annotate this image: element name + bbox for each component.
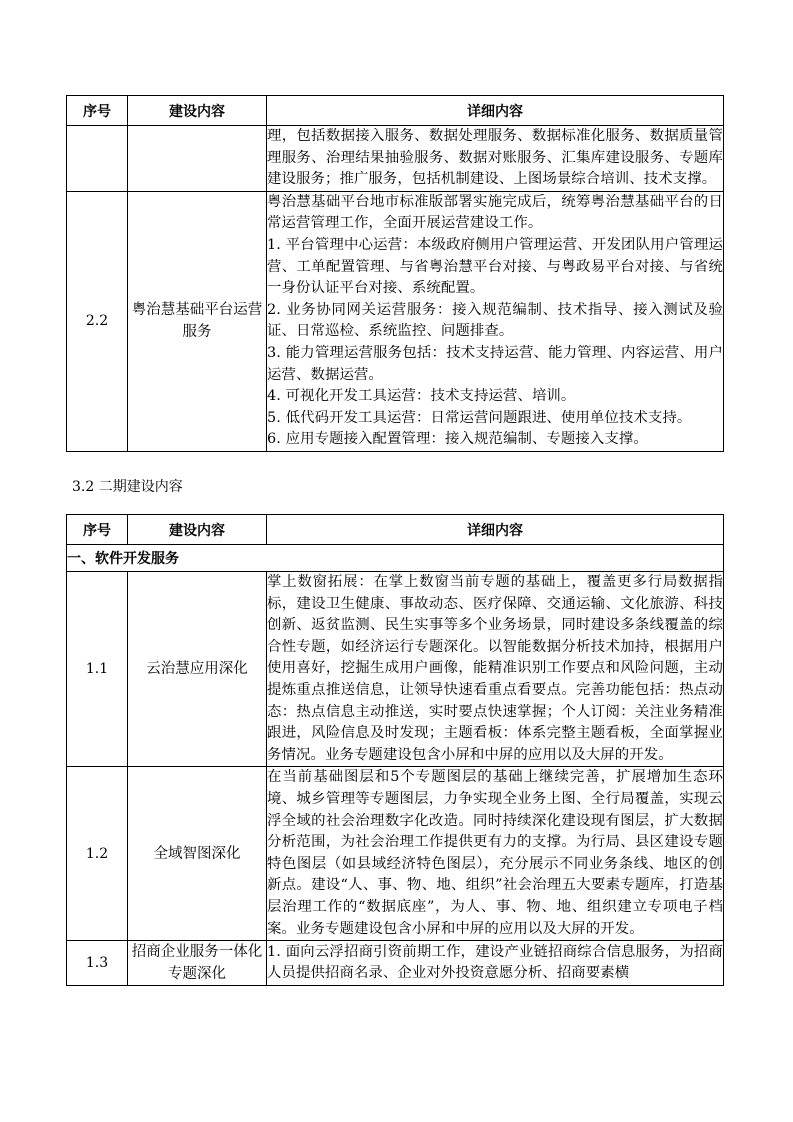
row-name [128,126,267,192]
table-row [67,767,724,941]
row-detail [267,767,724,941]
table-phase1-continued [66,95,724,452]
detail-paragraph: 4. 可视化开发工具运营：技术支持运营、培训。 [267,388,576,405]
header-detail: 详细内容 [267,515,724,545]
row-num: 1.3 [67,941,128,986]
detail-paragraph: 5. 低代码开发工具运营：日常运营问题跟进、使用单位技术支持。 [267,409,692,426]
header-content: 建设内容 [128,96,267,126]
header-num: 序号 [67,96,128,126]
row-num [67,126,128,192]
row-name: 招商企业服务一体化专题深化 [128,941,267,986]
table-header-row [67,96,724,126]
row-name: 粤治慧基础平台运营服务 [128,191,267,451]
detail-paragraph: 1. 平台管理中心运营：本级政府侧用户管理运营、开发团队用户管理运营、工单配置管理、与省粤治慧平台对接、与粤政易平台对接、与省统一身份认证平台对接、系统配置。 [267,236,723,297]
row-num: 1.1 [67,572,128,767]
detail-paragraph: 理，包括数据接入服务、数据处理服务、数据标准化服务、数据质量管理服务、治理结果抽验服务、数据对账服务、汇集库建设服务、专题库建设服务；推广服务，包括机制建设、上图场景综合培训、技术支撑。 [267,128,723,188]
row-num: 2.2 [67,191,128,451]
row-detail [267,191,724,451]
row-name: 全域智图深化 [128,767,267,941]
header-num: 序号 [67,515,128,545]
row-detail [267,941,724,986]
detail-paragraph: 粤治慧基础平台地市标准版部署实施完成后，统筹粤治慧基础平台的日常运营管理工作，全面开展运营建设工作。 [267,193,723,232]
row-detail [267,126,724,192]
table-phase2 [66,514,724,986]
row-detail [267,572,724,767]
header-content: 建设内容 [128,515,267,545]
table-row [67,572,724,767]
row-num: 1.2 [67,767,128,941]
table-row [67,126,724,192]
detail-paragraph: 2. 业务协同网关运营服务：接入规范编制、技术指导、接入测试及验证、日常巡检、系统监控、问题排查。 [267,301,723,340]
table-row [67,941,724,986]
detail-paragraph: 6. 应用专题接入配置管理：接入规范编制、专题接入支撑。 [267,431,648,448]
table-row [67,191,724,451]
row-name: 云治慧应用深化 [128,572,267,767]
detail-paragraph: 在当前基础图层和5个专题图层的基础上继续完善，扩展增加生态环境、城乡管理等专题图层，力争实现全业务上图、全行局覆盖，实现云浮全域的社会治理数字化改造。同时持续深化建设现有图层，扩大数据分析范围，为社会治理工作提供更有力的支撑。为行局、县区建设专题特色图层（如县域经济特色图层），充分展示不同业务条线、地区的创新点。建设“人、事、物、地、组织”社会治理五大要素专题库，打造基层治理工作的“数据底座”，为人、事、物、地、组织建立专项电子档案。业务专题建设包含小屏和中屏的应用以及大屏的开发。 [267,769,723,937]
table-header-row [67,515,724,545]
section-row [67,545,724,572]
section-heading: 3.2 二期建设内容 [72,479,183,495]
detail-paragraph: 3. 能力管理运营服务包括：技术支持运营、能力管理、内容运营、用户运营、数据运营。 [267,344,723,383]
section-title: 一、软件开发服务 [67,545,724,572]
detail-paragraph: 1. 面向云浮招商引资前期工作，建设产业链招商综合信息服务，为招商人员提供招商名录、企业对外投资意愿分析、招商要素横 [267,943,723,982]
header-detail: 详细内容 [267,96,724,126]
detail-paragraph: 掌上数窗拓展：在掌上数窗当前专题的基础上，覆盖更多行局数据指标，建设卫生健康、事故动态、医疗保障、交通运输、文化旅游、科技创新、返贫监测、民生实事等多个业务场景，同时建设多条线覆盖的综合性专题，如经济运行专题深化。以智能数据分析技术加持，根据用户使用喜好，挖掘生成用户画像，能精准识别工作要点和风险问题，主动提炼重点推送信息，让领导快速看重点看要点。完善功能包括：热点动态：热点信息主动推送，实时要点快速掌握；个人订阅：关注业务精准跟进，风险信息及时发现；主题看板：体系完整主题看板，全面掌握业务情况。业务专题建设包含小屏和中屏的应用以及大屏的开发。 [267,574,723,763]
